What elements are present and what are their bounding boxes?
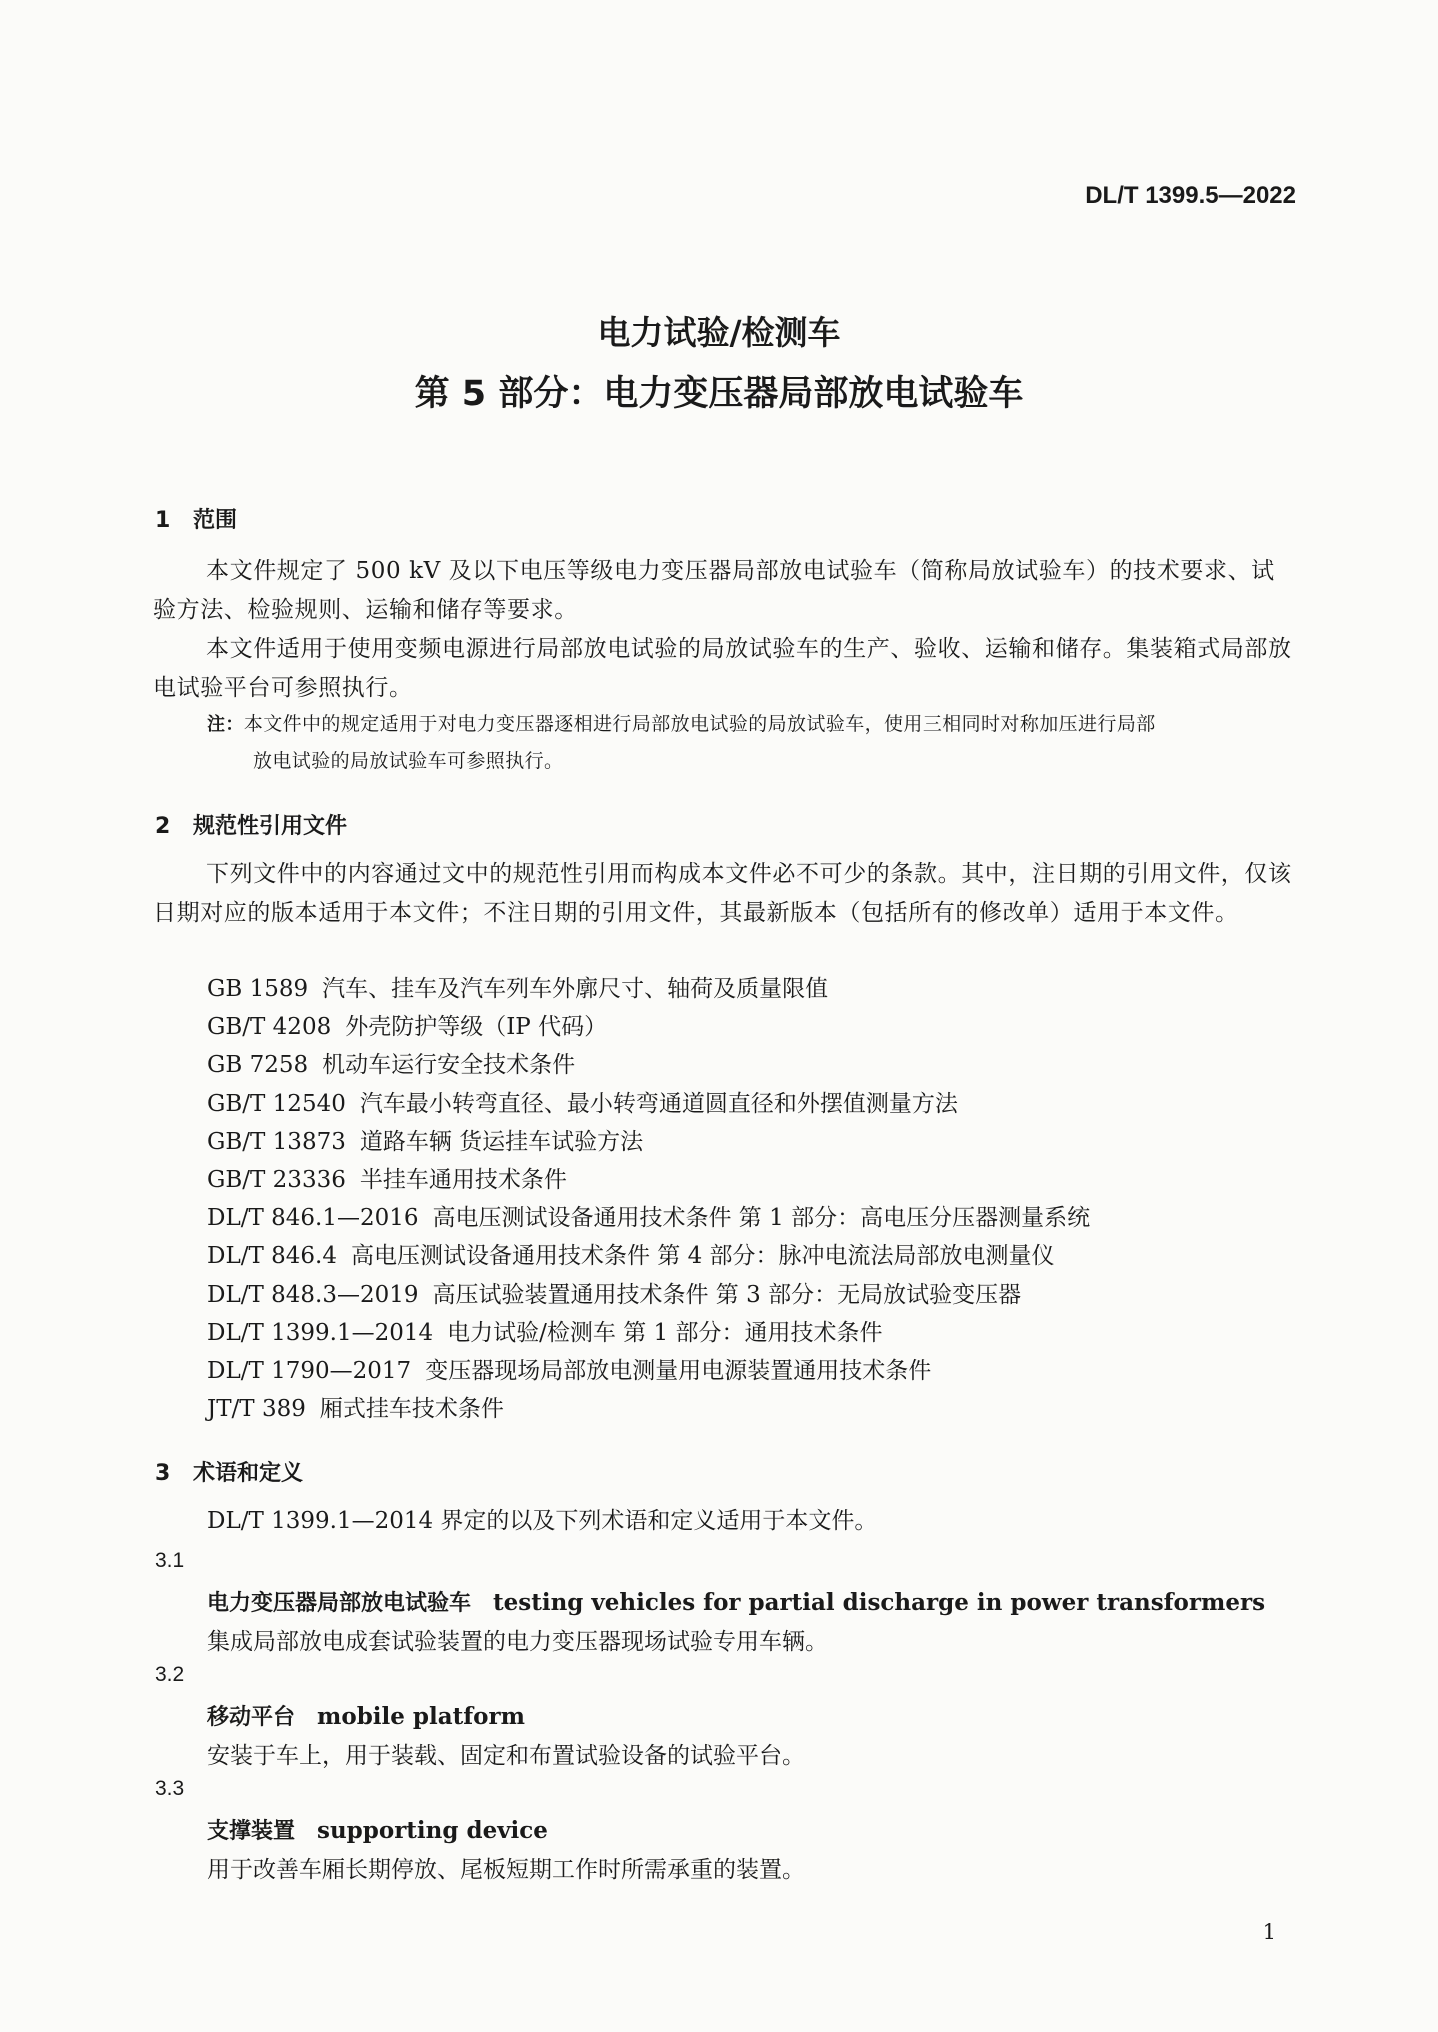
reference-code: GB/T 4208 (207, 1014, 332, 1041)
term-heading (207, 1814, 548, 1845)
reference-item (207, 1276, 1090, 1314)
reference-code: DL/T 846.4 (207, 1243, 337, 1270)
reference-item (207, 1046, 1090, 1084)
reference-item (207, 1123, 1090, 1161)
reference-code: GB/T 12540 (207, 1090, 346, 1117)
document-title-line1: 电力试验/检测车 (597, 313, 841, 352)
reference-title: 汽车、挂车及汽车列车外廓尺寸、轴荷及质量限值 (322, 976, 829, 1002)
reference-title: 电力试验/检测车 第 1 部分：通用技术条件 (447, 1319, 883, 1346)
term-heading (207, 1586, 1265, 1617)
term-heading (207, 1700, 525, 1731)
reference-title: 高电压测试设备通用技术条件 第 1 部分：高电压分压器测量系统 (432, 1205, 1091, 1232)
section-1-paragraph-1: 本文件规定了 500 kV 及以下电压等级电力变压器局部放电试验车（简称局放试验车）的技术要求、试验方法、检验规则、运输和储存等要求。 (153, 558, 1275, 623)
reference-code: GB 1589 (207, 976, 309, 1002)
clause-number: 3.3 (155, 1777, 185, 1800)
reference-title: 高电压测试设备通用技术条件 第 4 部分：脉冲电流法局部放电测量仪 (350, 1243, 1055, 1270)
standard-number: DL/T 1399.5—2022 (1085, 182, 1296, 209)
reference-title: 半挂车通用技术条件 (359, 1166, 567, 1193)
reference-title: 变压器现场局部放电测量用电源装置通用技术条件 (425, 1357, 932, 1384)
section-number: 1 (155, 508, 171, 533)
section-1-note (207, 706, 1297, 779)
reference-code: DL/T 846.1—2016 (207, 1205, 419, 1232)
term-english: testing vehicles for partial discharge in power transformers (493, 1589, 1266, 1616)
reference-title: 道路车辆 货运挂车试验方法 (359, 1128, 644, 1155)
reference-code: DL/T 1790—2017 (207, 1357, 412, 1384)
reference-item (207, 1008, 1090, 1046)
reference-code: JT/T 389 (207, 1396, 306, 1423)
normative-reference-list (207, 970, 1090, 1428)
section-1-paragraph-2: 本文件适用于使用变频电源进行局部放电试验的局放试验车的生产、验收、运输和储存。集装箱式局部放电试验平台可参照执行。 (153, 636, 1292, 701)
reference-code: DL/T 848.3—2019 (207, 1281, 419, 1308)
reference-item (207, 1085, 1090, 1123)
section-2-paragraph-1: 下列文件中的内容通过文中的规范性引用而构成本文件必不可少的条款。其中，注日期的引用文件，仅该日期对应的版本适用于本文件；不注日期的引用文件，其最新版本（包括所有的修改单）适用于本文件。 (153, 861, 1292, 926)
reference-item (207, 1352, 1090, 1390)
section-number: 3 (155, 1461, 171, 1486)
term-english: supporting device (317, 1817, 548, 1844)
reference-code: GB/T 13873 (207, 1128, 346, 1155)
reference-code: DL/T 1399.1—2014 (207, 1319, 434, 1346)
reference-item (207, 1390, 1090, 1428)
reference-code: GB/T 23336 (207, 1166, 346, 1193)
term-definition: 安装于车上，用于装载、固定和布置试验设备的试验平台。 (207, 1743, 805, 1769)
section-title: 范围 (193, 508, 238, 533)
reference-item (207, 1314, 1090, 1352)
reference-item (207, 1199, 1090, 1237)
section-3-intro: DL/T 1399.1—2014 界定的以及下列术语和定义适用于本文件。 (207, 1508, 878, 1534)
reference-code: GB 7258 (207, 1052, 309, 1079)
term-chinese: 支撑装置 (207, 1819, 296, 1844)
term-english: mobile platform (317, 1703, 525, 1730)
reference-title: 汽车最小转弯直径、最小转弯通道圆直径和外摆值测量方法 (359, 1090, 958, 1117)
document-title-line2: 第 5 部分：电力变压器局部放电试验车 (414, 374, 1024, 414)
reference-item (207, 1161, 1090, 1199)
reference-title: 高压试验装置通用技术条件 第 3 部分：无局放试验变压器 (432, 1281, 1022, 1308)
clause-number: 3.2 (155, 1663, 185, 1686)
section-title: 规范性引用文件 (193, 814, 348, 839)
section-number: 2 (155, 814, 171, 839)
note-label: 注： (207, 714, 244, 735)
term-definition: 集成局部放电成套试验装置的电力变压器现场试验专用车辆。 (207, 1629, 828, 1655)
term-chinese: 移动平台 (207, 1705, 296, 1730)
reference-item (207, 970, 1090, 1008)
reference-title: 厢式挂车技术条件 (319, 1396, 504, 1423)
section-2-heading (155, 809, 347, 840)
reference-title: 机动车运行安全技术条件 (322, 1052, 576, 1079)
section-title: 术语和定义 (193, 1461, 304, 1486)
term-definition: 用于改善车厢长期停放、尾板短期工作时所需承重的装置。 (207, 1857, 805, 1883)
note-line-1: 本文件中的规定适用于对电力变压器逐相进行局部放电试验的局放试验车，使用三相同时对称加压进行局部 (243, 713, 1156, 735)
section-1-heading (155, 503, 237, 534)
section-3-heading (155, 1456, 303, 1487)
term-chinese: 电力变压器局部放电试验车 (207, 1591, 472, 1616)
reference-item (207, 1237, 1090, 1275)
note-line-2: 放电试验的局放试验车可参照执行。 (253, 750, 564, 772)
reference-title: 外壳防护等级（IP 代码） (345, 1014, 608, 1041)
clause-number: 3.1 (155, 1549, 185, 1572)
page-number: 1 (1262, 1920, 1276, 1944)
